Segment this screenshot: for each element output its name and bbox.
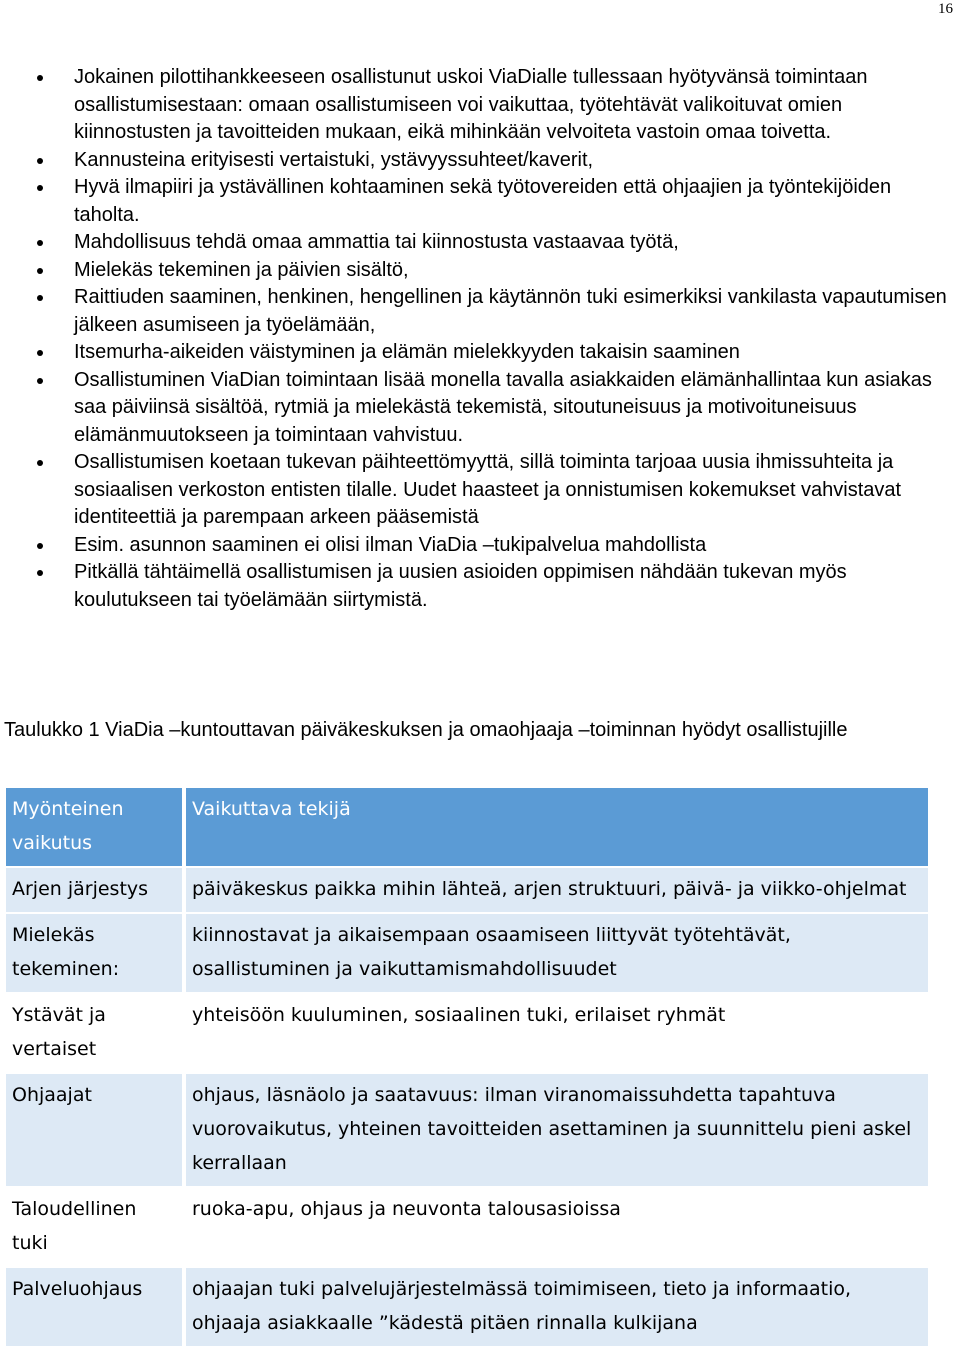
effect-cell: Palveluohjaus (6, 1267, 184, 1347)
effect-cell: Taloudellinen tuki (6, 1187, 184, 1267)
effect-cell: Arjen järjestys (6, 867, 184, 913)
table-row (6, 867, 928, 913)
list-item: Mahdollisuus tehdä omaa ammattia tai kiinnostusta vastaavaa työtä, (0, 229, 960, 257)
effect-cell: Mielekäs tekeminen: (6, 913, 184, 993)
table-row (6, 993, 928, 1073)
factor-cell: ohjaus, läsnäolo ja saatavuus: ilman viranomaissuhdetta tapahtuva vuorovaikutus, yhteinen tavoitteiden asettaminen ja suunnittelu pieni askel kerrallaan (184, 1073, 928, 1187)
page-number: 16 (938, 1, 953, 17)
list-item: Itsemurha-aikeiden väistyminen ja elämän mielekkyyden takaisin saaminen (0, 339, 960, 367)
list-item: Mielekäs tekeminen ja päivien sisältö, (0, 257, 960, 285)
factor-cell: päiväkeskus paikka mihin lähteä, arjen struktuuri, päivä- ja viikko-ohjelmat (184, 867, 928, 913)
table-row (6, 1187, 928, 1267)
outcomes-table (6, 788, 928, 1348)
list-item: Hyvä ilmapiiri ja ystävällinen kohtaaminen sekä työtovereiden että ohjaajien ja työntekijöiden taholta. (0, 174, 960, 229)
table-row (6, 1267, 928, 1347)
list-item: Jokainen pilottihankkeeseen osallistunut uskoi ViaDialle tullessaan hyötyvänsä toimintaan osallistumisestaan: omaan osallistumiseen voi vaikuttaa, työtehtävät valikoituvat omien kiinnostusten ja tavoitteiden mukaan, eikä mihinkään velvoiteta vastoin omaa toivetta. (0, 64, 960, 147)
header-cell-effect: Myönteinen vaikutus (6, 788, 184, 867)
header-cell-factor: Vaikuttava tekijä (184, 788, 928, 867)
list-item: Osallistumisen koetaan tukevan päihteettömyyttä, sillä toiminta tarjoaa uusia ihmissuhteita ja sosiaalisen verkoston entisten tilalle. Uudet haasteet ja onnistumisen kokemukset vahvistavat identiteettiä ja parempaan arkeen pääsemistä (0, 449, 960, 532)
factor-cell: ruoka-apu, ohjaus ja neuvonta talousasioissa (184, 1187, 928, 1267)
factor-cell: yhteisöön kuuluminen, sosiaalinen tuki, erilaiset ryhmät (184, 993, 928, 1073)
list-item: Esim. asunnon saaminen ei olisi ilman ViaDia –tukipalvelua mahdollista (0, 532, 960, 560)
table-row (6, 913, 928, 993)
table-header-row (6, 788, 928, 867)
list-item: Raittiuden saaminen, henkinen, hengellinen ja käytännön tuki esimerkiksi vankilasta vapautumisen jälkeen asumiseen ja työelämään, (0, 284, 960, 339)
bullet-list (0, 64, 960, 614)
factor-cell: kiinnostavat ja aikaisempaan osaamiseen liittyvät työtehtävät, osallistuminen ja vaikuttamismahdollisuudet (184, 913, 928, 993)
effect-cell: Ohjaajat (6, 1073, 184, 1187)
factor-cell: ohjaajan tuki palvelujärjestelmässä toimimiseen, tieto ja informaatio, ohjaaja asiakkaalle ”kädestä pitäen rinnalla kulkijana (184, 1267, 928, 1347)
effect-cell: Ystävät ja vertaiset (6, 993, 184, 1073)
list-item: Osallistuminen ViaDian toimintaan lisää monella tavalla asiakkaiden elämänhallintaa kun asiakas saa päiviinsä sisältöä, rytmiä ja mielekästä tekemistä, sitoutuneisuus ja motivoituneisuus elämänmuutokseen ja toimintaan vahvistuu. (0, 367, 960, 450)
list-item: Kannusteina erityisesti vertaistuki, ystävyyssuhteet/kaverit, (0, 147, 960, 175)
list-item: Pitkällä tähtäimellä osallistumisen ja uusien asioiden oppimisen nähdään tukevan myös koulutukseen tai työelämään siirtymistä. (0, 559, 960, 614)
table-row (6, 1073, 928, 1187)
table-caption: Taulukko 1 ViaDia –kuntouttavan päiväkeskuksen ja omaohjaaja –toiminnan hyödyt osallistujille (4, 719, 848, 741)
